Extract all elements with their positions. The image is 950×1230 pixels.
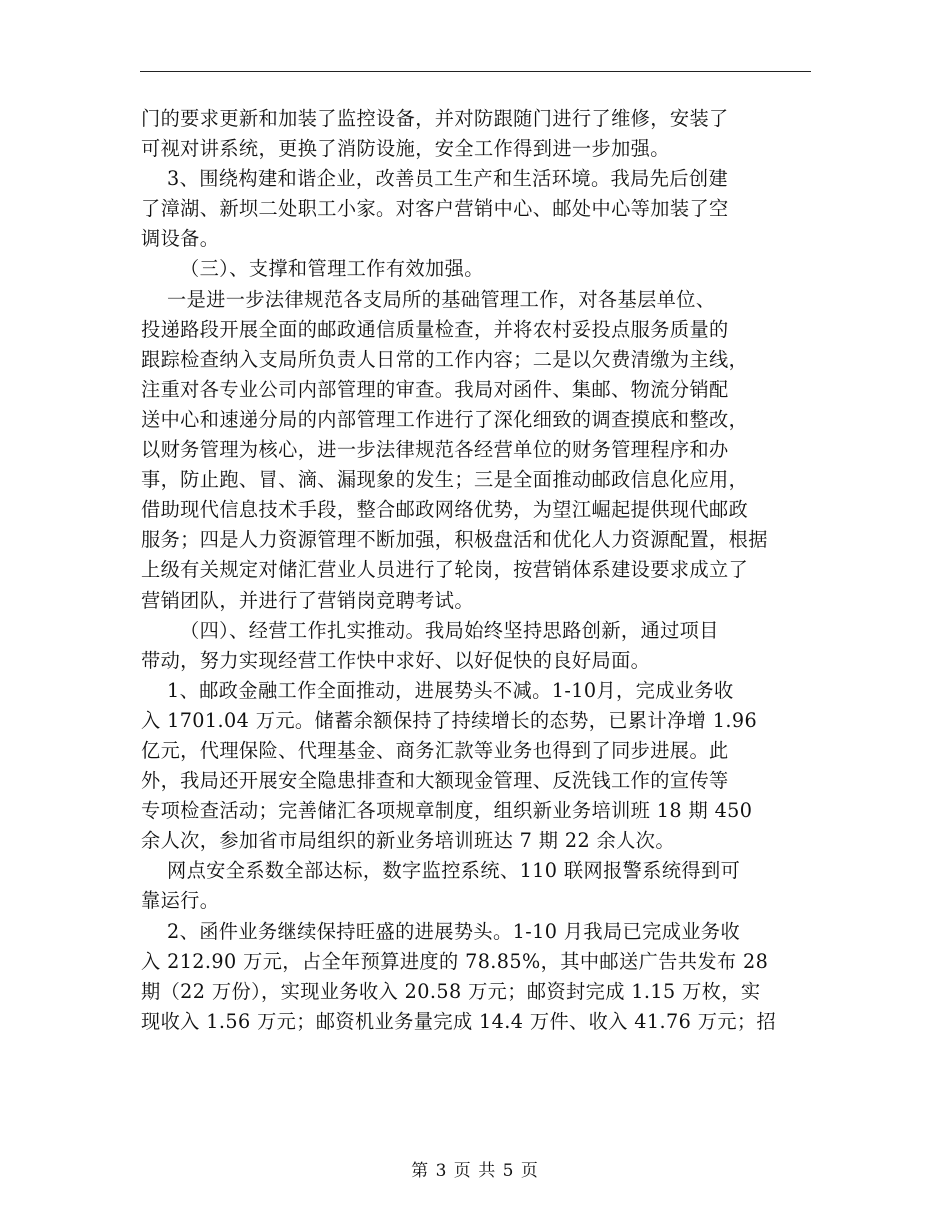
text-line: 投递路段开展全面的邮政通信质量检查，并将农村妥投点服务质量的 [141,317,729,341]
body-text [141,104,813,1037]
text-line: 跟踪检查纳入支局所负责人日常的工作内容；二是以欠费清缴为主线， [141,347,749,371]
text-line: 上级有关规定对储汇营业人员进行了轮岗，按营销体系建设要求成立了 [141,558,749,582]
text-line: 余人次，参加省市局组织的新业务培训班达 7 期 22 余人次。 [141,829,675,853]
text-line: 期（22 万份），实现业务收入 20.58 万元；邮资封完成 1.15 万枚，实 [141,979,761,1003]
text-line: 外，我局还开展安全隐患排查和大额现金管理、反洗钱工作的宣传等 [141,769,729,793]
text-line: 亿元，代理保险、代理基金、商务汇款等业务也得到了同步进展。此 [141,738,729,762]
text-line: 事，防止跑、冒、滴、漏现象的发生；三是全面推动邮政信息化应用， [141,468,749,492]
text-line: 服务；四是人力资源管理不断加强，积极盘活和优化人力资源配置，根据 [141,528,768,552]
header-rule [140,71,811,72]
text-line: 现收入 1.56 万元；邮资机业务量完成 14.4 万件、收入 41.76 万元；招 [141,1009,777,1033]
page-number-footer: 第 3 页 共 5 页 [411,1161,539,1181]
text-line: 一是进一步法律规范各支局所的基础管理工作，对各基层单位、 [141,287,716,311]
text-line: 借助现代信息技术手段，整合邮政网络优势，为望江崛起提供现代邮政 [141,498,749,522]
text-line: 了漳湖、新坝二处职工小家。对客户营销中心、邮处中心等加装了空 [141,197,729,221]
section-heading: （四）、经营工作扎实推动。我局始终坚持思路创新，通过项目 [141,618,719,642]
text-line: 3、围绕构建和谐企业，改善员工生产和生活环境。我局先后创建 [141,167,729,191]
text-line: 门的要求更新和加装了监控设备，并对防跟随门进行了维修，安装了 [141,107,729,130]
text-line: 送中心和速递分局的内部管理工作进行了深化细致的调查摸底和整改， [141,407,749,431]
text-line: 专项检查活动；完善储汇各项规章制度，组织新业务培训班 18 期 450 [141,799,753,823]
text-line: 营销团队，并进行了营销岗竞聘考试。 [141,588,474,612]
text-line: 以财务管理为核心，进一步法律规范各经营单位的财务管理程序和办 [141,438,729,462]
text-line: 网点安全系数全部达标，数字监控系统、110 联网报警系统得到可 [141,859,741,883]
text-line: 注重对各专业公司内部管理的审查。我局对函件、集邮、物流分销配 [141,377,729,401]
text-line: 1、邮政金融工作全面推动，进展势头不减。1-10月，完成业务收 [141,678,734,702]
text-line: 可视对讲系统，更换了消防设施，安全工作得到进一步加强。 [141,137,670,161]
text-line: 入 212.90 万元，占全年预算进度的 78.85%，其中邮送广告共发布 28 [141,949,769,973]
section-heading: （三）、支撑和管理工作有效加强。 [141,257,484,281]
text-line: 带动，努力实现经营工作快中求好、以好促快的良好局面。 [141,648,651,672]
text-line: 入 1701.04 万元。储蓄余额保持了持续增长的态势，已累计净增 1.96 [141,708,758,732]
text-line: 靠运行。 [141,889,220,913]
text-line: 2、函件业务继续保持旺盛的进展势头。1-10 月我局已完成业务收 [141,919,741,943]
text-line: 调设备。 [141,227,220,251]
